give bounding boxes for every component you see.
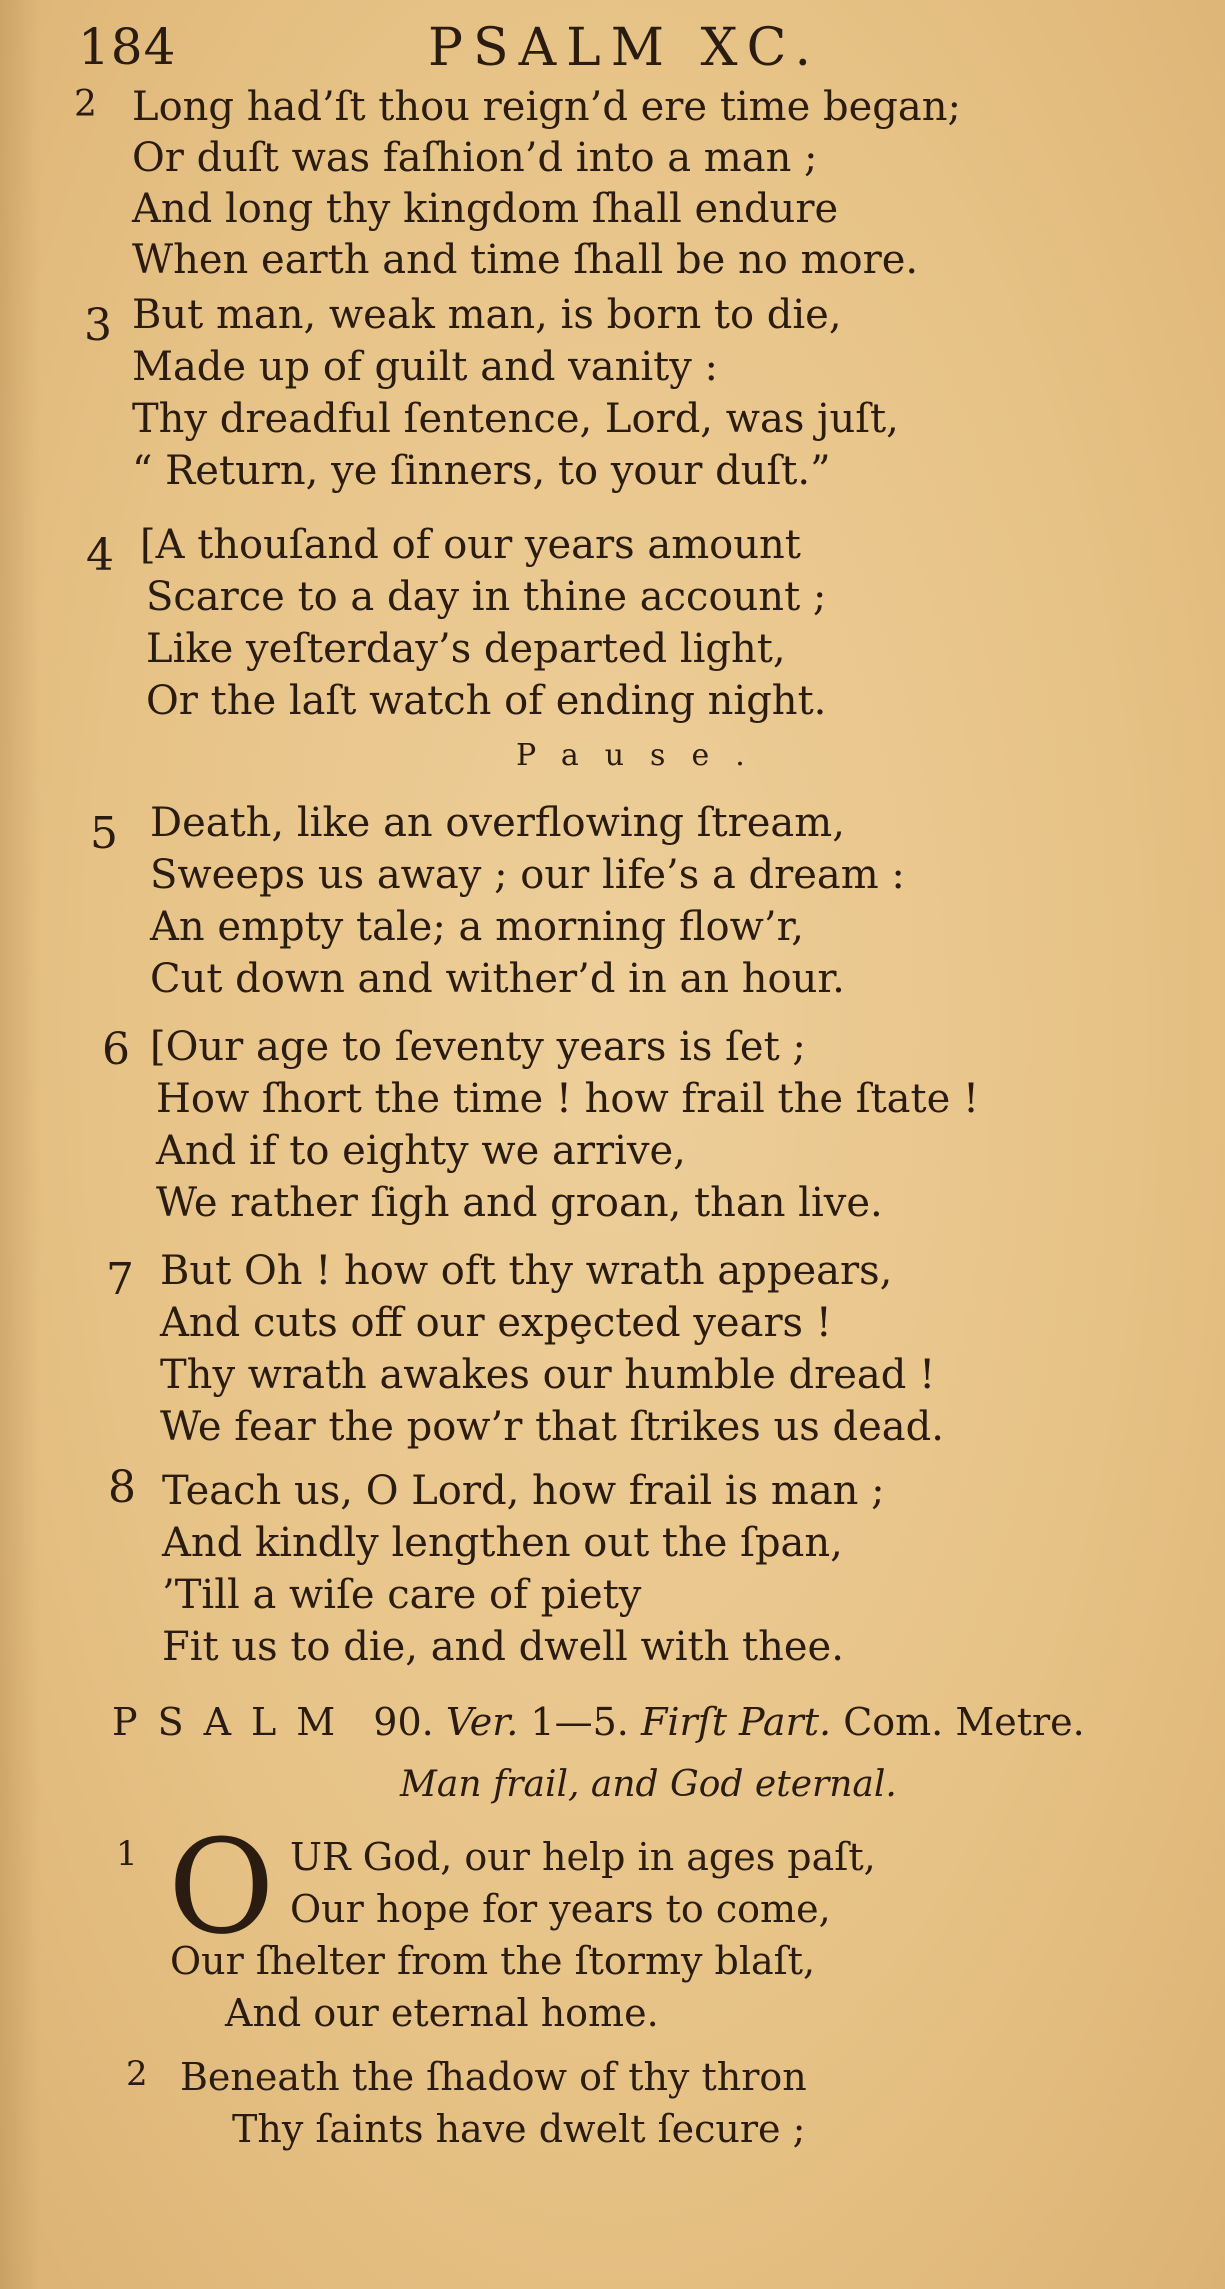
verse-line: Scarce to a day in thine account ; [146,574,827,620]
verse-line: When earth and time ſhall be no more. [132,237,919,283]
verse-line: Thy dreadful ſentence, Lord, was juſt, [132,396,899,442]
psalm-heading [112,1700,1085,1744]
verse-number: 2 [126,2054,148,2094]
verse-line: We rather ſigh and groan, than live. [156,1180,883,1226]
verse-line: Made up of guilt and vanity : [132,344,719,390]
running-title: PSALM XC. [428,18,822,78]
verse-number: 5 [90,808,118,859]
verse-line: And our eternal home. [225,1991,659,2035]
verse-line: How ſhort the time ! how frail the ſtate ! [156,1076,980,1122]
metre-label: Com. Metre. [843,1700,1085,1744]
verse-line: “ Return, ye ſinners, to your duſt.” [132,448,831,494]
verse-line: Our hope for years to come, [290,1887,831,1931]
verse-line: Teach us, O Lord, how frail is man ; [162,1468,885,1514]
verse-line: But Oh ! how oft thy wrath appears, [160,1248,893,1294]
verse-line: And kindly lengthen out the ſpan, [162,1520,843,1566]
drop-cap: O [168,1811,275,1963]
verse-line: Our ſhelter from the ſtormy blaſt, [170,1939,816,1983]
verse-line: Like yeſterday’s departed light, [146,626,786,672]
verse-line: Or duſt was faſhion’d into a man ; [132,135,818,181]
verse-line: But man, weak man, is born to die, [132,292,842,338]
verse-line: UR God, our help in ages paſt, [290,1835,876,1879]
verse-line: We fear the pow’r that ſtrikes us dead. [160,1404,944,1450]
psalm-subtitle: Man frail, and God eternal. [400,1764,897,1805]
verse-number: 3 [84,300,112,351]
verse-line: And long thy kingdom ſhall endure [132,186,839,232]
verse-line: Death, like an overflowing ſtream, [150,800,845,846]
verse-line: Fit us to die, and dwell with thee. [162,1624,844,1670]
verse-line: [Our age to ſeventy years is ſet ; [150,1024,806,1070]
verse-number: 7 [106,1254,134,1305]
verse-number: 1 [116,1834,138,1874]
verse-abbrev: Ver. [445,1700,519,1744]
page-header [0,18,1225,88]
verse-number: 2 [74,84,97,125]
verse-line: ’Till a wiſe care of piety [162,1572,642,1618]
verse-number: 6 [102,1024,130,1075]
verse-line: Sweeps us away ; our life’s a dream : [150,852,905,898]
verse-line: Thy ſaints have dwelt ſecure ; [232,2107,806,2151]
verse-number: 8 [108,1462,136,1513]
verse-range: 1—5. [530,1700,629,1744]
page-number: 184 [78,18,177,76]
verse-line: Long had’ſt thou reign’d ere time began; [132,84,961,130]
verse-line: Beneath the ſhadow of thy thron [180,2055,807,2099]
verse-line: An empty tale; a morning flow’r, [150,904,805,950]
verse-number: 4 [86,530,114,581]
psalm-word: PSALM [112,1700,356,1744]
verse-line: Thy wrath awakes our humble dread ! [160,1352,936,1398]
verse-line: Or the laſt watch of ending night. [146,678,827,724]
verse-line: Cut down and wither’d in an hour. [150,956,845,1002]
psalm-number: 90. [373,1700,434,1744]
part-label: Firſt Part. [640,1700,832,1744]
verse-line: And if to eighty we arrive, [156,1128,686,1174]
pause-marker: Pause. [516,738,771,773]
verse-line: And cuts off our expȩcted years ! [160,1300,832,1346]
page-edge-shadow [0,0,40,2289]
verse-line: [A thouſand of our years amount [140,522,801,568]
